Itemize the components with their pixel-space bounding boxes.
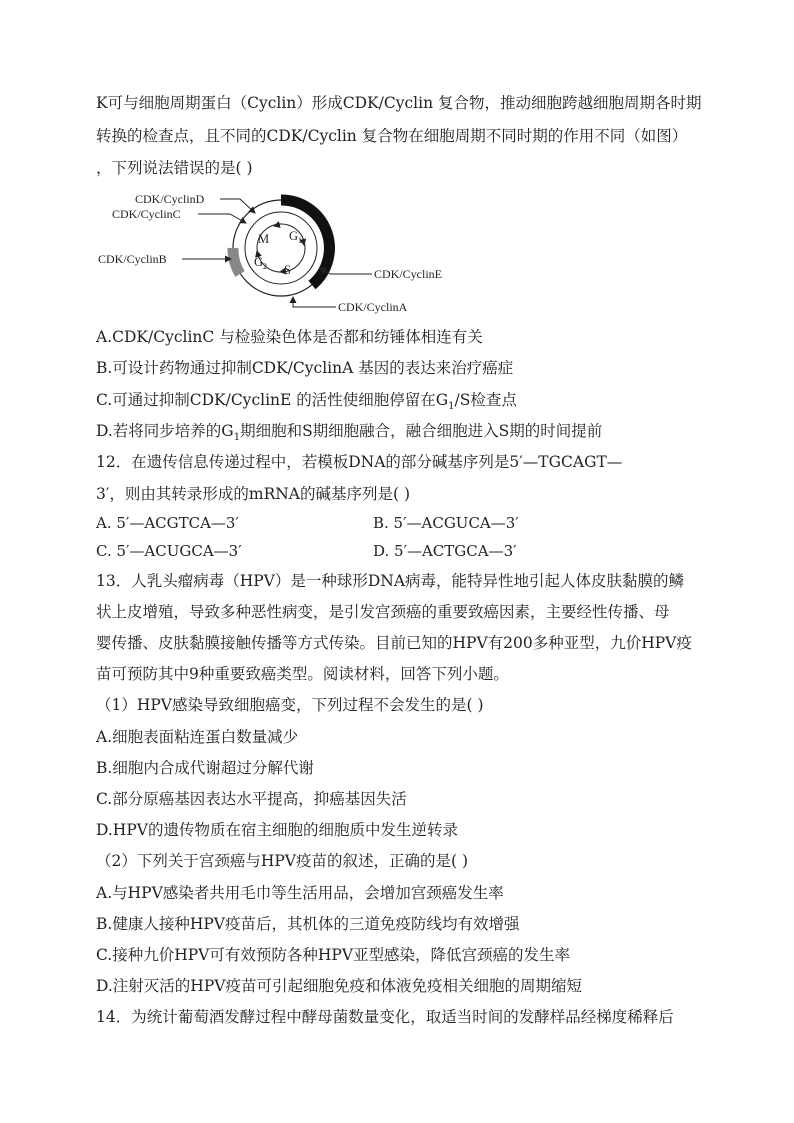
q13-sub2-option-a: A.与HPV感染者共用毛巾等生活用品，会增加宫颈癌发生率 xyxy=(96,884,504,902)
q13-sub1-option-b: B.细胞内合成代谢超过分解代谢 xyxy=(96,759,314,777)
q13-stem-line-2: 状上皮增殖，导致多种恶性病变，是引发宫颈癌的重要致癌因素，主要经性传播、母 xyxy=(96,603,670,621)
q13-sub2-option-b: B.健康人接种HPV疫苗后，其机体的三道免疫防线均有效增强 xyxy=(96,915,520,933)
q12-stem-line-2: 3′，则由其转录形成的mRNA的碱基序列是( ) xyxy=(96,485,411,503)
inner-ring xyxy=(245,212,317,284)
phase-g2: $G_2$ xyxy=(254,255,268,271)
q11-option-c: C.可通过抑制CDK/CyclinE 的活性使细胞停留在$G_1/S$检查点 xyxy=(96,391,517,413)
phase-g1: $G_1$ xyxy=(289,229,303,245)
intro-line-1: K可与细胞周期蛋白（Cyclin）形成CDK/Cyclin 复合物，推动细胞跨越细胞周期各时期 xyxy=(96,94,702,112)
q14-stem-line-1: 14．为统计葡萄酒发酵过程中酵母菌数量变化，取适当时间的发酵样品经梯度稀释后 xyxy=(96,1008,674,1026)
cell-cycle-diagram xyxy=(90,185,470,320)
q13-stem-line-1: 13．人乳头瘤病毒（HPV）是一种球形DNA病毒，能特异性地引起人体皮肤黏膜的鳞 xyxy=(96,572,685,590)
q13-sub1-option-c: C.部分原癌基因表达水平提高，抑癌基因失活 xyxy=(96,790,407,808)
phase-s: S xyxy=(284,263,291,277)
g2-arc xyxy=(233,248,240,274)
q12-option-c: C. 5′—ACUGCA—3′ xyxy=(96,542,242,560)
q12-option-b: B. 5′—ACGUCA—3′ xyxy=(373,514,519,532)
q13-stem-line-4: 苗可预防其中9种重要致癌类型。阅读材料，回答下列小题。 xyxy=(96,665,509,683)
q13-sub2-stem: （2）下列关于宫颈癌与HPV疫苗的叙述，正确的是( ) xyxy=(96,852,469,870)
q11-option-d: D.若将同步培养的$G_1$期细胞和S期细胞融合，融合细胞进入S期的时间提前 xyxy=(96,422,603,444)
q13-stem-line-3: 婴传播、皮肤黏膜接触传播等方式传染。目前已知的HPV有200多种亚型，九价HPV疫 xyxy=(96,634,692,652)
q12-stem-line-1: 12．在遗传信息传递过程中，若模板DNA的部分碱基序列是5′—TGCAGT— xyxy=(96,453,623,471)
q13-sub1-option-d: D.HPV的遗传物质在宿主细胞的细胞质中发生逆转录 xyxy=(96,821,458,839)
q12-option-d: D. 5′—ACTGCA—3′ xyxy=(373,542,517,560)
label-cyclin-e: CDK/CyclinE xyxy=(374,267,442,281)
label-cyclin-b: CDK/CyclinB xyxy=(98,252,167,266)
intro-line-2: 转换的检查点，且不同的CDK/Cyclin 复合物在细胞周期不同时期的作用不同（如图） xyxy=(96,127,688,145)
phase-m: M xyxy=(258,232,270,246)
q13-sub1-stem: （1）HPV感染导致细胞癌变，下列过程不会发生的是( ) xyxy=(96,696,484,714)
q13-sub2-option-d: D.注射灭活的HPV疫苗可引起细胞免疫和体液免疫相关细胞的周期缩短 xyxy=(96,977,582,995)
q11-option-a: A.CDK/CyclinC 与检验染色体是否都和纺锤体相连有关 xyxy=(96,328,483,346)
q11-option-b: B.可设计药物通过抑制CDK/CyclinA 基因的表达来治疗癌症 xyxy=(96,359,514,377)
q13-sub2-option-c: C.接种九价HPV可有效预防各种HPV亚型感染，降低宫颈癌的发生率 xyxy=(96,946,571,964)
q13-sub1-option-a: A.细胞表面粘连蛋白数量减少 xyxy=(96,728,299,746)
q12-option-a: A. 5′—ACGTCA—3′ xyxy=(96,514,239,532)
intro-line-3: ，下列说法错误的是( ) xyxy=(96,159,253,177)
label-cyclin-c: CDK/CyclinC xyxy=(112,207,181,221)
label-cyclin-d: CDK/CyclinD xyxy=(135,192,205,206)
label-cyclin-a: CDK/CyclinA xyxy=(338,300,408,314)
